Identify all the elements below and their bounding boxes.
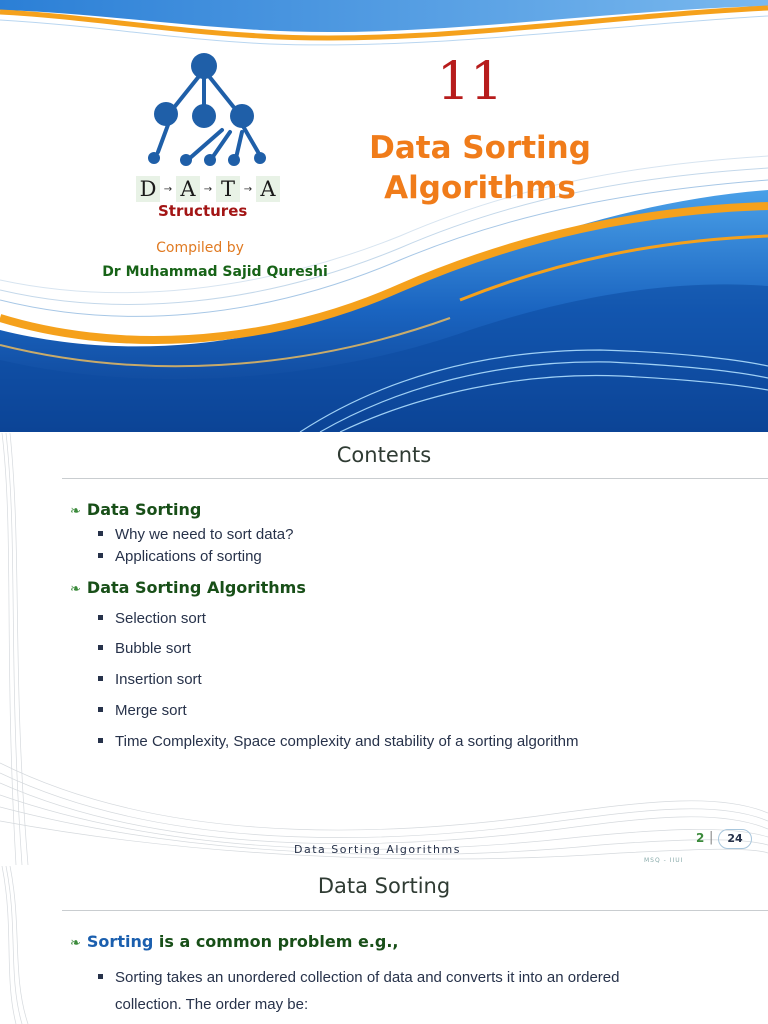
page-separator: | xyxy=(709,830,714,845)
square-bullet-icon xyxy=(98,531,103,536)
page-number: 2 xyxy=(696,831,705,845)
list-item-text: Merge sort xyxy=(115,702,187,719)
title-line: Data Sorting xyxy=(369,130,591,166)
list-item-text: Time Complexity, Space complexity and stability of a sorting algorithm xyxy=(115,733,579,750)
logo-letter: A xyxy=(256,176,280,202)
slide-title xyxy=(330,128,630,208)
list-item-text: Sorting takes an unordered collection of data and converts it into an ordered xyxy=(115,969,620,986)
author-name: Dr Muhammad Sajid Qureshi xyxy=(102,264,328,280)
list-item-text: Selection sort xyxy=(115,610,206,627)
square-bullet-icon xyxy=(98,738,103,743)
square-bullet-icon xyxy=(98,553,103,558)
logo-subtitle: Structures xyxy=(158,202,248,220)
section-heading xyxy=(70,500,201,519)
list-item xyxy=(98,964,658,1018)
chapter-number: 11 xyxy=(436,52,504,112)
logo-letter: D xyxy=(136,176,160,202)
list-item xyxy=(98,610,206,627)
slide-heading: Contents xyxy=(336,443,432,467)
logo-letter: A xyxy=(176,176,200,202)
data-sorting-slide xyxy=(0,866,768,1024)
list-item-text: collection. The order may be: xyxy=(115,996,309,1013)
leaf-bullet-icon: ❧ xyxy=(70,504,81,519)
list-item xyxy=(98,548,262,565)
list-item xyxy=(98,733,579,750)
leaf-bullet-icon: ❧ xyxy=(70,936,81,951)
section-heading xyxy=(70,578,306,597)
list-item-text: Bubble sort xyxy=(115,640,191,657)
heading-divider xyxy=(62,478,768,479)
arrow-right-icon: → xyxy=(203,183,213,195)
list-item-text: Why we need to sort data? xyxy=(115,526,294,543)
square-bullet-icon xyxy=(98,974,103,979)
list-item-text: Insertion sort xyxy=(115,671,202,688)
leaf-bullet-icon: ❧ xyxy=(70,582,81,597)
list-item xyxy=(98,671,202,688)
footer-credit: MSQ - IIUI xyxy=(644,857,684,864)
logo-letter: T xyxy=(216,176,240,202)
square-bullet-icon xyxy=(98,707,103,712)
list-item-text: Applications of sorting xyxy=(115,548,262,565)
list-item xyxy=(98,526,293,543)
title-slide xyxy=(0,0,768,432)
list-item xyxy=(98,702,187,719)
square-bullet-icon xyxy=(98,676,103,681)
heading-divider xyxy=(62,910,768,911)
logo-word xyxy=(136,176,280,202)
compiled-by-label: Compiled by xyxy=(156,240,244,256)
arrow-right-icon: → xyxy=(243,183,253,195)
contents-slide xyxy=(0,433,768,865)
footer-title: Data Sorting Algorithms xyxy=(294,843,461,856)
arrow-right-icon: → xyxy=(163,183,173,195)
keyword: Sorting xyxy=(86,932,154,951)
list-item xyxy=(98,640,191,657)
slide-heading: Data Sorting xyxy=(317,874,451,898)
section-title: Data Sorting xyxy=(86,500,202,519)
section-heading xyxy=(70,932,399,951)
section-title: Data Sorting Algorithms xyxy=(86,578,306,597)
square-bullet-icon xyxy=(98,645,103,650)
section-title: is a common problem e.g., xyxy=(153,932,399,951)
page-total-badge: 24 xyxy=(718,829,752,849)
square-bullet-icon xyxy=(98,615,103,620)
title-line: Algorithms xyxy=(384,170,576,206)
